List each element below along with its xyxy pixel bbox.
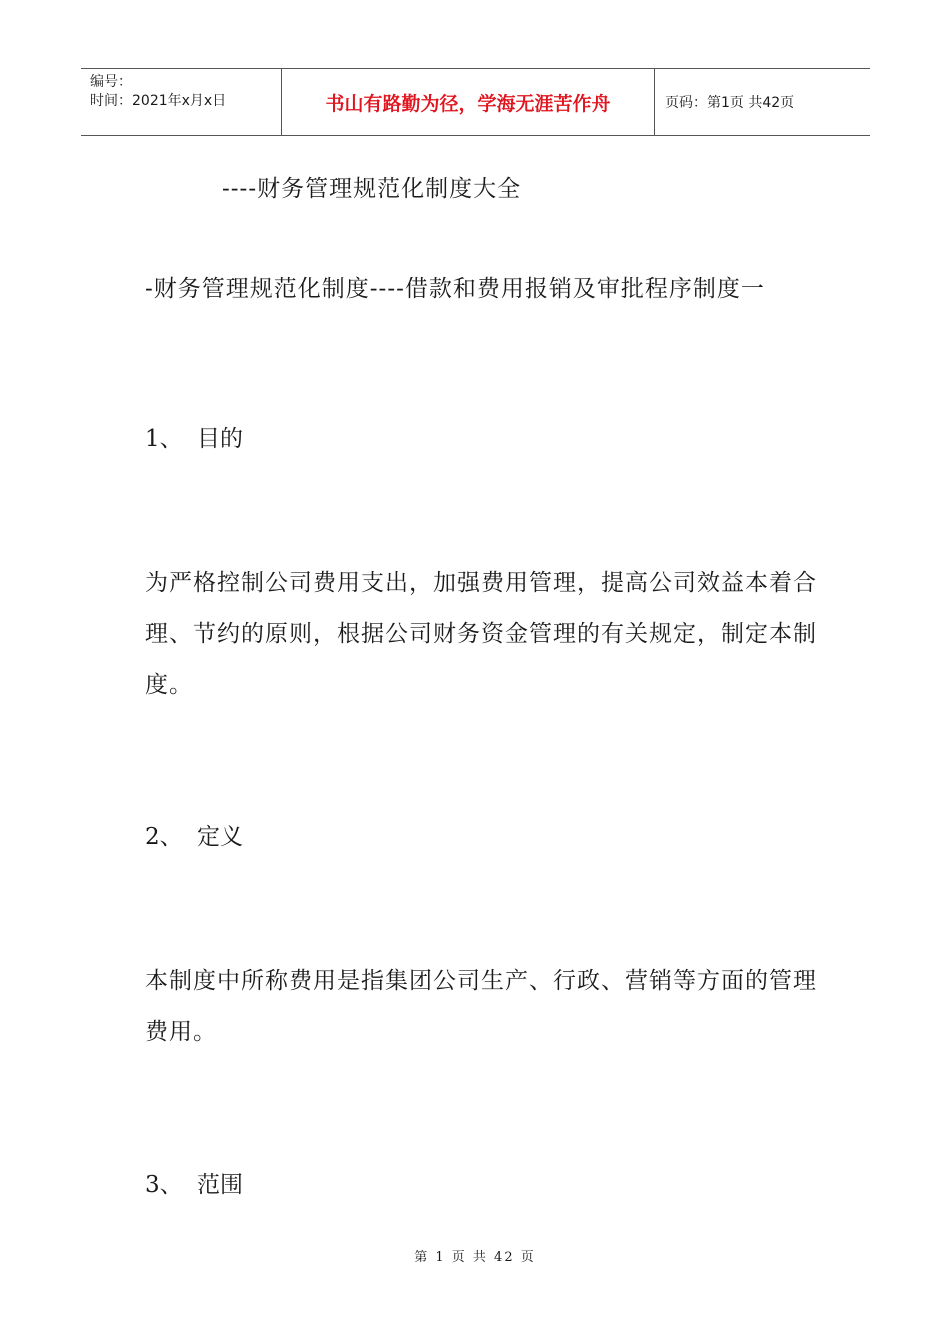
section-1-number: 1、 bbox=[145, 426, 183, 452]
section-2-paragraph: 本制度中所称费用是指集团公司生产、行政、营销等方面的管理费用。 bbox=[145, 968, 817, 1045]
section-title: -财务管理规范化制度----借款和费用报销及审批程序制度一 bbox=[145, 276, 765, 302]
header-motto: 书山有路勤为径，学海无涯苦作舟 bbox=[282, 69, 655, 135]
section-2-heading-text: 定义 bbox=[197, 824, 243, 850]
section-3-heading-text: 范围 bbox=[197, 1172, 243, 1198]
section-2-heading bbox=[145, 818, 243, 851]
section-1-paragraph: 为严格控制公司费用支出，加强费用管理，提高公司效益本着合理、节约的原则，根据公司财务资金管理的有关规定，制定本制度。 bbox=[145, 570, 817, 698]
document-number-label: 编号： bbox=[90, 74, 132, 90]
header-meta-cell bbox=[81, 69, 282, 135]
section-3-number: 3、 bbox=[145, 1172, 183, 1198]
document-date-label: 时间：2021年x月x日 bbox=[90, 93, 227, 109]
header-page-info: 页码：第1页 共42页 bbox=[665, 95, 795, 111]
section-2-number: 2、 bbox=[145, 824, 183, 850]
page-header bbox=[81, 68, 870, 136]
section-1-heading-text: 目的 bbox=[197, 426, 243, 452]
section-3-heading bbox=[145, 1166, 243, 1199]
section-1-heading bbox=[145, 420, 243, 453]
document-title: ----财务管理规范化制度大全 bbox=[222, 176, 522, 202]
page-footer: 第 1 页 共 42 页 bbox=[414, 1250, 536, 1265]
